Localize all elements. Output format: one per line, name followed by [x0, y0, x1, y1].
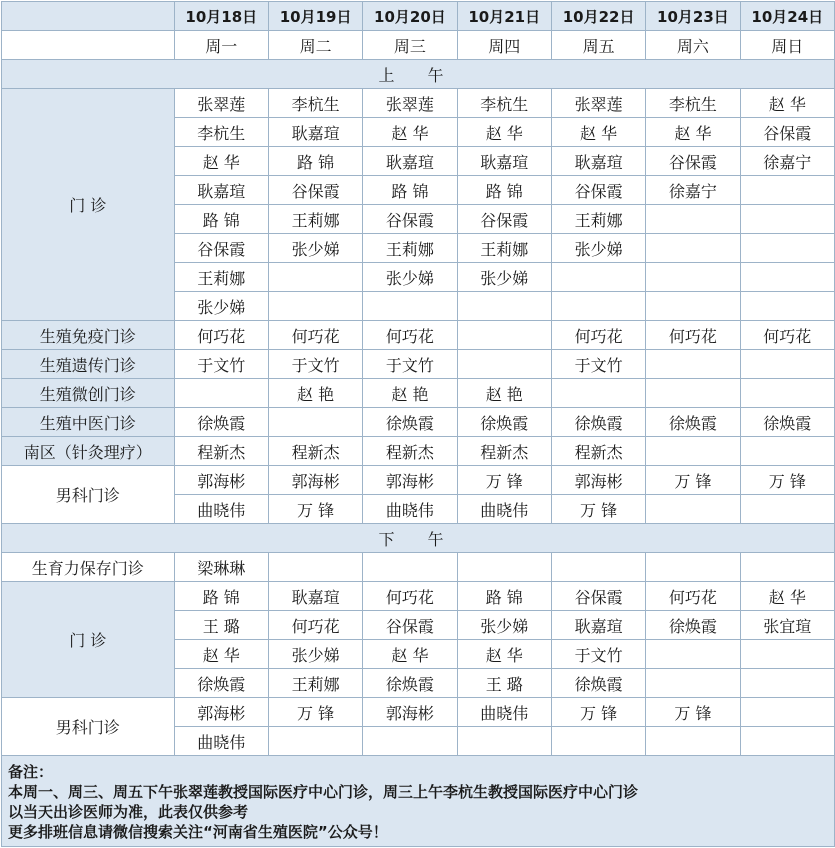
doctor-cell	[268, 727, 362, 756]
section-row	[2, 60, 835, 89]
doctor-cell	[268, 408, 362, 437]
doctor-cell: 万 锋	[457, 466, 551, 495]
doctor-cell: 郭海彬	[174, 698, 268, 727]
doctor-cell	[551, 292, 645, 321]
doctor-cell	[457, 321, 551, 350]
weekday-header: 周三	[363, 31, 457, 60]
doctor-cell: 郭海彬	[174, 466, 268, 495]
doctor-cell: 于文竹	[551, 640, 645, 669]
doctor-cell	[551, 379, 645, 408]
clinic-label: 男科门诊	[2, 466, 175, 524]
doctor-cell: 谷保霞	[740, 118, 834, 147]
doctor-cell: 耿嘉瑄	[174, 176, 268, 205]
doctor-cell: 耿嘉瑄	[457, 147, 551, 176]
doctor-cell: 万 锋	[646, 466, 740, 495]
date-header: 10月20日	[363, 2, 457, 31]
doctor-cell	[740, 263, 834, 292]
doctor-cell: 郭海彬	[551, 466, 645, 495]
doctor-cell: 谷保霞	[646, 147, 740, 176]
weekday-header: 周四	[457, 31, 551, 60]
doctor-cell: 程新杰	[457, 437, 551, 466]
clinic-label: 生育力保存门诊	[2, 553, 175, 582]
doctor-cell	[363, 727, 457, 756]
table-row	[2, 350, 835, 379]
doctor-cell: 谷保霞	[174, 234, 268, 263]
doctor-cell: 徐焕霞	[363, 669, 457, 698]
weekday-header: 周六	[646, 31, 740, 60]
doctor-cell	[363, 292, 457, 321]
doctor-cell: 何巧花	[646, 321, 740, 350]
date-header: 10月22日	[551, 2, 645, 31]
doctor-cell	[646, 437, 740, 466]
table-row	[2, 582, 835, 611]
doctor-cell: 赵 艳	[363, 379, 457, 408]
table-row	[2, 437, 835, 466]
schedule-table	[1, 1, 835, 847]
date-header: 10月23日	[646, 2, 740, 31]
doctor-cell: 谷保霞	[551, 176, 645, 205]
doctor-cell	[740, 727, 834, 756]
weekday-header: 周五	[551, 31, 645, 60]
morning-title: 上 午	[2, 60, 835, 89]
doctor-cell	[457, 350, 551, 379]
doctor-cell: 王 璐	[174, 611, 268, 640]
doctor-cell: 万 锋	[551, 495, 645, 524]
doctor-cell: 万 锋	[551, 698, 645, 727]
corner-cell	[2, 2, 175, 31]
doctor-cell: 徐焕霞	[551, 408, 645, 437]
doctor-cell: 赵 华	[551, 118, 645, 147]
doctor-cell	[363, 553, 457, 582]
doctor-cell	[646, 640, 740, 669]
doctor-cell: 何巧花	[551, 321, 645, 350]
doctor-cell: 谷保霞	[363, 611, 457, 640]
date-header: 10月24日	[740, 2, 834, 31]
doctor-cell: 张宜瑄	[740, 611, 834, 640]
doctor-cell: 郭海彬	[268, 466, 362, 495]
doctor-cell	[268, 553, 362, 582]
doctor-cell	[740, 379, 834, 408]
doctor-cell: 路 锦	[268, 147, 362, 176]
doctor-cell: 王莉娜	[268, 669, 362, 698]
doctor-cell: 张翠莲	[551, 89, 645, 118]
doctor-cell: 赵 华	[740, 582, 834, 611]
doctor-cell: 张翠莲	[174, 89, 268, 118]
doctor-cell: 张翠莲	[363, 89, 457, 118]
doctor-cell: 程新杰	[363, 437, 457, 466]
doctor-cell: 谷保霞	[457, 205, 551, 234]
doctor-cell	[457, 292, 551, 321]
doctor-cell: 路 锦	[363, 176, 457, 205]
doctor-cell: 路 锦	[457, 176, 551, 205]
doctor-cell: 徐焕霞	[740, 408, 834, 437]
clinic-label: 生殖微创门诊	[2, 379, 175, 408]
doctor-cell: 徐焕霞	[551, 669, 645, 698]
doctor-cell: 徐嘉宁	[740, 147, 834, 176]
doctor-cell	[740, 669, 834, 698]
doctor-cell	[740, 292, 834, 321]
doctor-cell: 赵 华	[363, 118, 457, 147]
doctor-cell: 谷保霞	[268, 176, 362, 205]
doctor-cell: 程新杰	[268, 437, 362, 466]
doctor-cell	[551, 263, 645, 292]
doctor-cell: 张少娣	[268, 640, 362, 669]
doctor-cell	[646, 379, 740, 408]
doctor-cell	[174, 379, 268, 408]
doctor-cell: 路 锦	[457, 582, 551, 611]
doctor-cell: 路 锦	[174, 205, 268, 234]
doctor-cell: 王莉娜	[268, 205, 362, 234]
doctor-cell: 何巧花	[268, 611, 362, 640]
doctor-cell: 于文竹	[363, 350, 457, 379]
doctor-cell: 万 锋	[646, 698, 740, 727]
doctor-cell	[646, 350, 740, 379]
doctor-cell	[740, 437, 834, 466]
doctor-cell	[646, 234, 740, 263]
doctor-cell: 赵 华	[646, 118, 740, 147]
clinic-label: 门 诊	[2, 582, 175, 698]
doctor-cell: 赵 华	[363, 640, 457, 669]
doctor-cell: 何巧花	[740, 321, 834, 350]
doctor-cell	[268, 292, 362, 321]
doctor-cell: 谷保霞	[363, 205, 457, 234]
table-row	[2, 89, 835, 118]
doctor-cell	[457, 727, 551, 756]
doctor-cell: 程新杰	[551, 437, 645, 466]
doctor-cell: 何巧花	[363, 582, 457, 611]
doctor-cell: 耿嘉瑄	[268, 582, 362, 611]
doctor-cell: 路 锦	[174, 582, 268, 611]
doctor-cell: 耿嘉瑄	[268, 118, 362, 147]
notes-line: 以当天出诊医师为准，此表仅供参考	[8, 803, 249, 821]
doctor-cell: 于文竹	[551, 350, 645, 379]
doctor-cell	[551, 727, 645, 756]
table-row	[2, 698, 835, 727]
doctor-cell: 王莉娜	[551, 205, 645, 234]
corner-cell	[2, 31, 175, 60]
clinic-label: 生殖免疫门诊	[2, 321, 175, 350]
doctor-cell	[268, 263, 362, 292]
doctor-cell: 张少娣	[457, 611, 551, 640]
date-row	[2, 2, 835, 31]
table-row	[2, 379, 835, 408]
doctor-cell: 李杭生	[457, 89, 551, 118]
doctor-cell: 徐焕霞	[174, 669, 268, 698]
notes-title: 备注：	[8, 763, 54, 781]
weekday-row	[2, 31, 835, 60]
doctor-cell: 徐嘉宁	[646, 176, 740, 205]
table-row	[2, 321, 835, 350]
doctor-cell: 王 璐	[457, 669, 551, 698]
clinic-label: 生殖中医门诊	[2, 408, 175, 437]
doctor-cell: 何巧花	[363, 321, 457, 350]
doctor-cell: 郭海彬	[363, 698, 457, 727]
doctor-cell: 万 锋	[740, 466, 834, 495]
doctor-cell	[646, 495, 740, 524]
doctor-cell	[740, 234, 834, 263]
doctor-cell: 于文竹	[268, 350, 362, 379]
doctor-cell: 李杭生	[646, 89, 740, 118]
doctor-cell: 曲晓伟	[457, 698, 551, 727]
doctor-cell: 万 锋	[268, 495, 362, 524]
doctor-cell: 谷保霞	[551, 582, 645, 611]
doctor-cell: 梁琳琳	[174, 553, 268, 582]
doctor-cell: 万 锋	[268, 698, 362, 727]
doctor-cell: 耿嘉瑄	[551, 147, 645, 176]
weekday-header: 周二	[268, 31, 362, 60]
doctor-cell: 张少娣	[363, 263, 457, 292]
notes-row	[2, 756, 835, 847]
doctor-cell: 徐焕霞	[363, 408, 457, 437]
doctor-cell: 曲晓伟	[174, 727, 268, 756]
doctor-cell: 何巧花	[174, 321, 268, 350]
doctor-cell	[646, 263, 740, 292]
doctor-cell: 赵 华	[740, 89, 834, 118]
doctor-cell: 王莉娜	[174, 263, 268, 292]
doctor-cell	[646, 292, 740, 321]
doctor-cell	[740, 350, 834, 379]
doctor-cell	[646, 727, 740, 756]
doctor-cell: 程新杰	[174, 437, 268, 466]
doctor-cell	[646, 205, 740, 234]
doctor-cell: 徐焕霞	[457, 408, 551, 437]
clinic-label: 南区（针灸理疗）	[2, 437, 175, 466]
doctor-cell	[740, 553, 834, 582]
clinic-label: 门 诊	[2, 89, 175, 321]
doctor-cell: 张少娣	[551, 234, 645, 263]
doctor-cell: 李杭生	[268, 89, 362, 118]
doctor-cell: 曲晓伟	[174, 495, 268, 524]
doctor-cell	[457, 553, 551, 582]
doctor-cell: 赵 华	[457, 118, 551, 147]
weekday-header: 周日	[740, 31, 834, 60]
doctor-cell: 曲晓伟	[363, 495, 457, 524]
doctor-cell: 张少娣	[457, 263, 551, 292]
notes-cell	[2, 756, 835, 847]
doctor-cell: 郭海彬	[363, 466, 457, 495]
doctor-cell: 耿嘉瑄	[551, 611, 645, 640]
doctor-cell	[740, 640, 834, 669]
date-header: 10月18日	[174, 2, 268, 31]
doctor-cell: 赵 华	[457, 640, 551, 669]
doctor-cell: 何巧花	[646, 582, 740, 611]
doctor-cell: 赵 艳	[268, 379, 362, 408]
doctor-cell: 赵 艳	[457, 379, 551, 408]
doctor-cell: 徐焕霞	[174, 408, 268, 437]
weekday-header: 周一	[174, 31, 268, 60]
table-row	[2, 553, 835, 582]
afternoon-title: 下 午	[2, 524, 835, 553]
doctor-cell: 徐焕霞	[646, 611, 740, 640]
notes-line: 本周一、周三、周五下午张翠莲教授国际医疗中心门诊，周三上午李杭生教授国际医疗中心门诊	[8, 783, 639, 801]
doctor-cell: 李杭生	[174, 118, 268, 147]
doctor-cell: 曲晓伟	[457, 495, 551, 524]
doctor-cell: 徐焕霞	[646, 408, 740, 437]
doctor-cell: 何巧花	[268, 321, 362, 350]
doctor-cell: 王莉娜	[457, 234, 551, 263]
doctor-cell: 张少娣	[174, 292, 268, 321]
doctor-cell	[646, 553, 740, 582]
doctor-cell	[740, 205, 834, 234]
table-row	[2, 408, 835, 437]
doctor-cell	[551, 553, 645, 582]
doctor-cell	[740, 495, 834, 524]
table-row	[2, 466, 835, 495]
date-header: 10月21日	[457, 2, 551, 31]
date-header: 10月19日	[268, 2, 362, 31]
doctor-cell: 张少娣	[268, 234, 362, 263]
section-row	[2, 524, 835, 553]
doctor-cell	[740, 176, 834, 205]
doctor-cell: 于文竹	[174, 350, 268, 379]
clinic-label: 男科门诊	[2, 698, 175, 756]
doctor-cell: 赵 华	[174, 147, 268, 176]
clinic-label: 生殖遗传门诊	[2, 350, 175, 379]
notes-line: 更多排班信息请微信搜索关注“河南省生殖医院”公众号！	[8, 823, 388, 841]
doctor-cell	[646, 669, 740, 698]
doctor-cell: 赵 华	[174, 640, 268, 669]
doctor-cell: 耿嘉瑄	[363, 147, 457, 176]
doctor-cell: 王莉娜	[363, 234, 457, 263]
doctor-cell	[740, 698, 834, 727]
